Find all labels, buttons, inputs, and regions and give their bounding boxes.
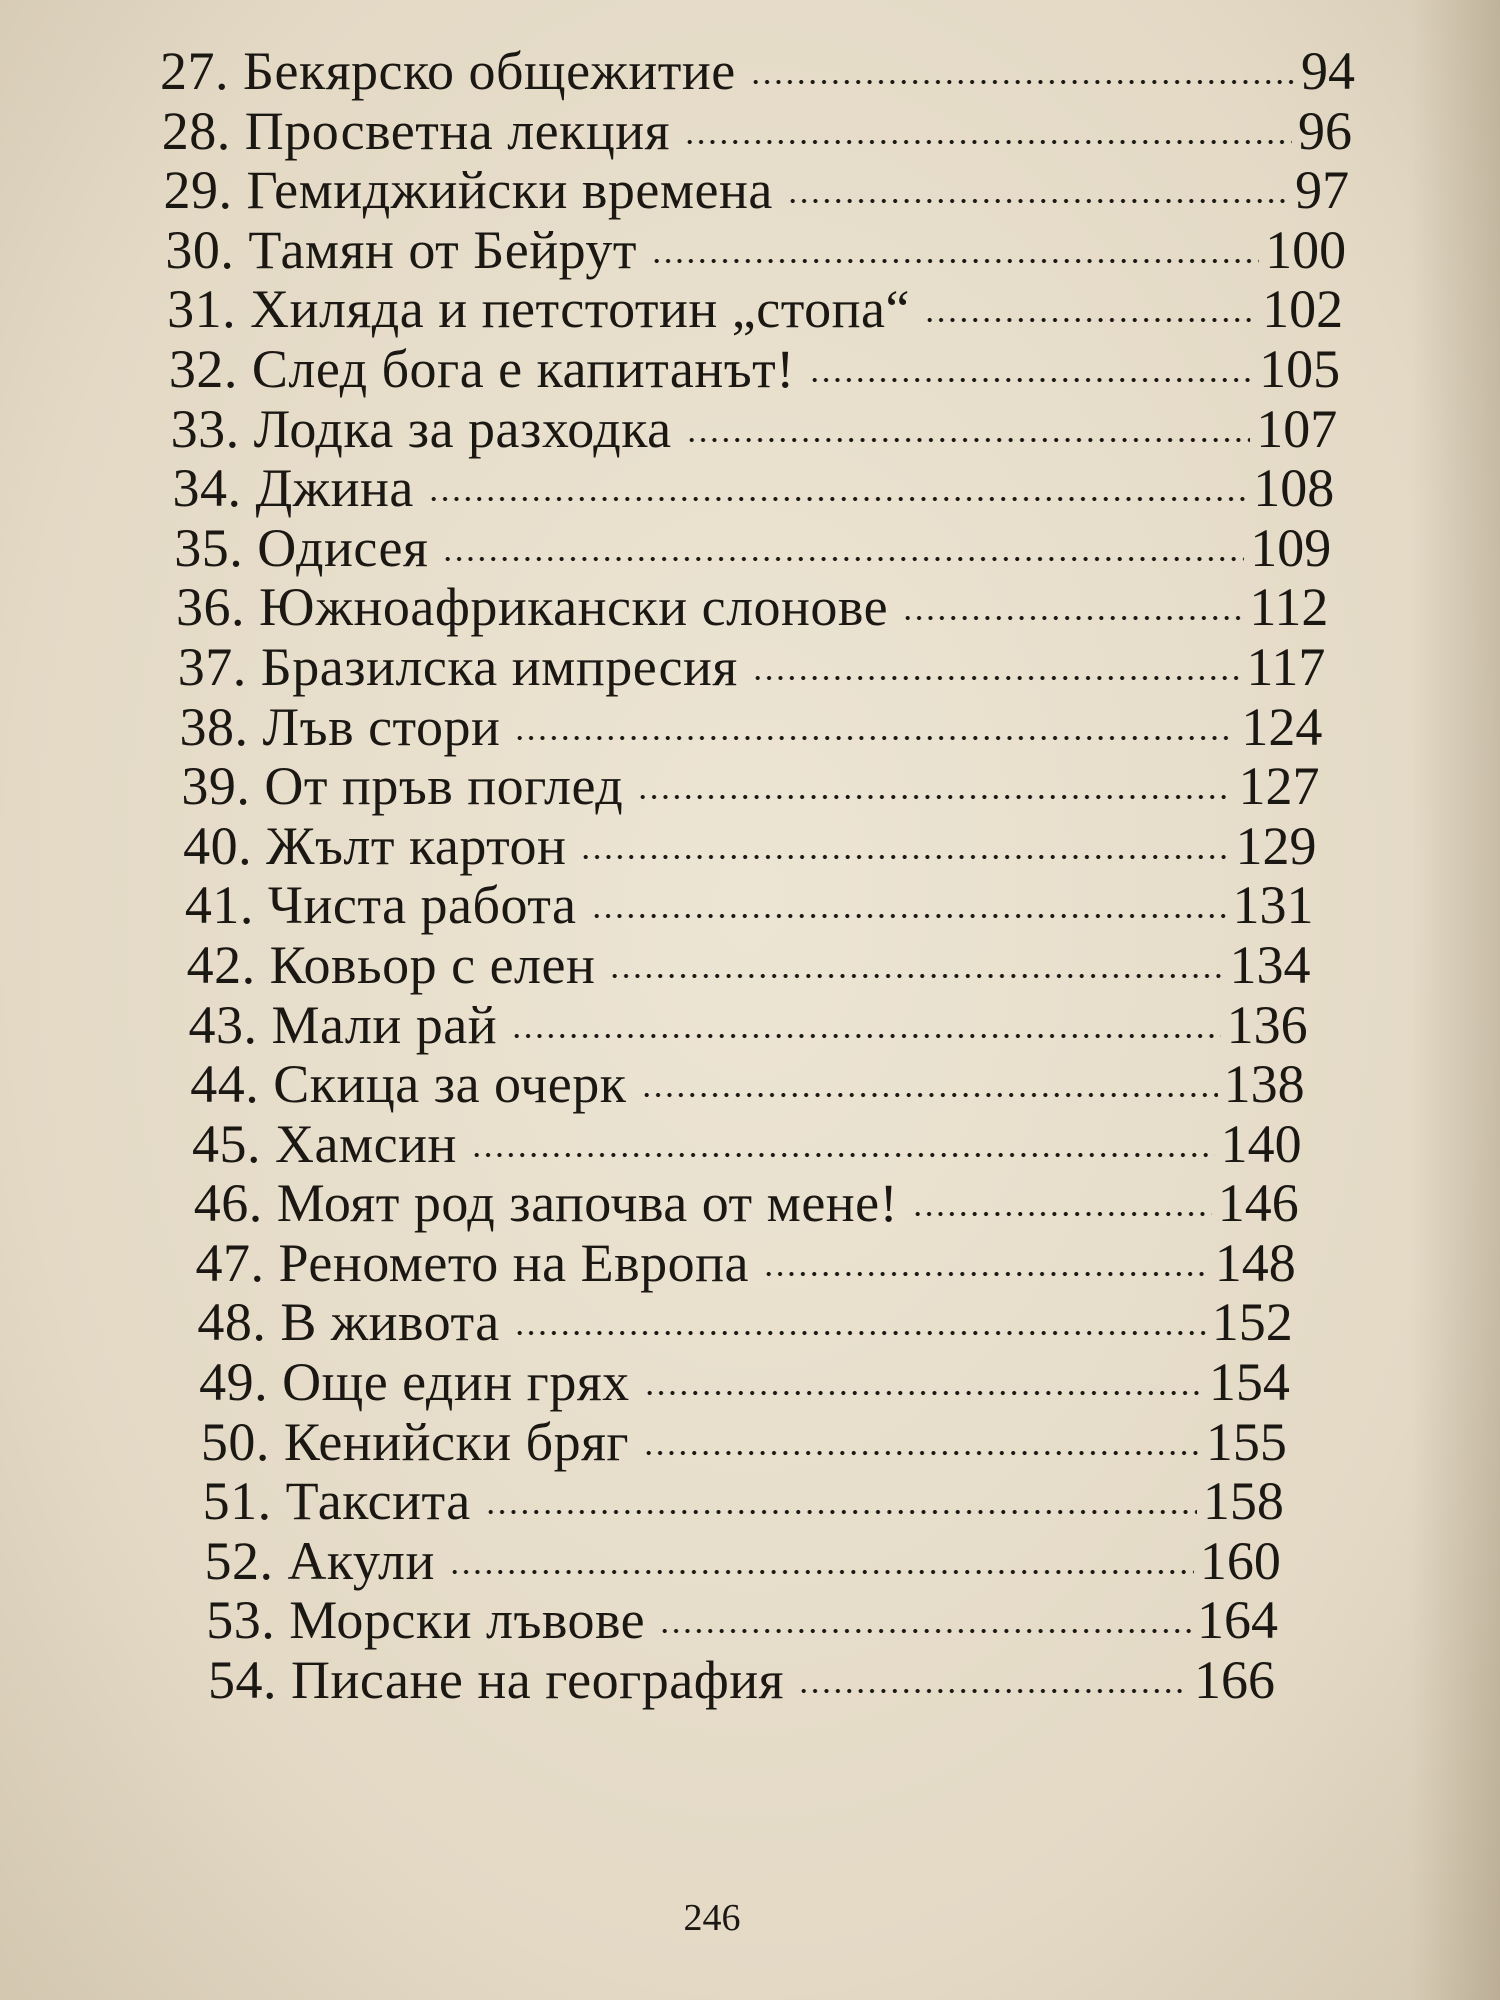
dot-leader <box>798 1686 1188 1696</box>
toc-entry <box>0 280 1343 340</box>
toc-entry <box>0 1055 1305 1115</box>
toc-entry-title: 30. Тамян от Бейрут <box>165 219 637 280</box>
toc-entry-title: 41. Чиста работа <box>184 875 577 936</box>
toc-entry <box>0 578 1328 638</box>
toc-entry-title: 36. Южноафрикански слонове <box>176 577 889 638</box>
toc-entry <box>0 1532 1281 1592</box>
toc-entry <box>0 698 1322 758</box>
dot-leader <box>591 911 1227 921</box>
toc-entry-page: 148 <box>1214 1232 1296 1293</box>
toc-entry-page: 109 <box>1250 517 1332 578</box>
toc-entry-title: 53. Морски лъвове <box>206 1590 646 1651</box>
toc-entry <box>0 459 1334 519</box>
toc-entry <box>0 876 1314 936</box>
toc-entry-page: 94 <box>1301 41 1355 101</box>
toc-entry-title: 39. От пръв поглед <box>181 756 624 817</box>
table-of-contents <box>0 42 1500 1711</box>
toc-entry-page: 160 <box>1199 1530 1281 1591</box>
dot-leader <box>644 1388 1203 1398</box>
toc-entry <box>0 1591 1278 1651</box>
toc-entry-title: 51. Таксита <box>202 1471 471 1532</box>
dot-leader <box>511 1031 1220 1041</box>
toc-entry-page: 102 <box>1262 279 1344 340</box>
toc-entry <box>0 1472 1284 1532</box>
toc-entry-title: 27. Бекярско общежитие <box>160 41 736 101</box>
toc-entry-title: 47. Реномето на Европа <box>195 1232 749 1293</box>
toc-entry-title: 49. Още един грях <box>199 1352 630 1413</box>
toc-entry-title: 29. Гемиджийски времена <box>163 160 773 221</box>
toc-entry <box>0 1353 1290 1413</box>
dot-leader <box>449 1567 1194 1577</box>
toc-entry <box>0 1413 1287 1473</box>
dot-leader <box>787 196 1289 206</box>
dot-leader <box>485 1507 1197 1517</box>
toc-entry-title: 44. Скица за очерк <box>190 1054 627 1115</box>
toc-entry-page: 136 <box>1226 994 1308 1055</box>
toc-entry <box>0 400 1337 460</box>
toc-entry-page: 134 <box>1229 934 1311 995</box>
dot-leader <box>763 1269 1209 1279</box>
toc-entry-title: 40. Жълт картон <box>183 815 567 876</box>
toc-entry-title: 45. Хамсин <box>192 1113 457 1174</box>
dot-leader <box>752 673 1241 683</box>
toc-entry <box>0 221 1346 281</box>
toc-entry-title: 28. Просветна лекция <box>161 100 670 161</box>
toc-entry-page: 164 <box>1196 1590 1278 1651</box>
dot-leader <box>659 1626 1191 1636</box>
toc-entry <box>0 340 1340 400</box>
toc-entry <box>0 42 1355 102</box>
dot-leader <box>750 77 1295 87</box>
dot-leader <box>912 1209 1212 1219</box>
toc-entry <box>0 817 1316 877</box>
toc-entry-page: 152 <box>1211 1292 1293 1353</box>
dot-leader <box>641 1090 1218 1100</box>
dot-leader <box>643 1448 1200 1458</box>
page-number: 246 <box>683 1897 741 1939</box>
toc-entry <box>0 1234 1296 1294</box>
dot-leader <box>471 1150 1215 1160</box>
dot-leader <box>514 1328 1206 1338</box>
dot-leader <box>924 315 1256 325</box>
dot-leader <box>428 494 1247 504</box>
toc-entry-page: 100 <box>1265 219 1347 280</box>
toc-entry-title: 46. Моят род започва от мене! <box>193 1173 899 1234</box>
toc-entry-title: 34. Джина <box>172 458 414 519</box>
toc-entry <box>0 996 1308 1056</box>
toc-entry <box>0 936 1311 996</box>
toc-entry-title: 33. Лодка за разходка <box>170 398 672 459</box>
toc-entry-title: 54. Писане на география <box>208 1650 784 1711</box>
dot-leader <box>684 137 1292 147</box>
toc-entry-page: 166 <box>1194 1650 1275 1711</box>
dot-leader <box>686 435 1251 445</box>
toc-entry-page: 112 <box>1249 577 1329 638</box>
toc-entry-page: 97 <box>1295 160 1350 221</box>
dot-leader <box>902 613 1243 623</box>
dot-leader <box>442 554 1244 564</box>
toc-entry-page: 107 <box>1256 398 1338 459</box>
dot-leader <box>609 971 1223 981</box>
toc-entry-title: 42. Ковьор с елен <box>186 934 596 995</box>
toc-entry-title: 31. Хиляда и петстотин „стопа“ <box>167 279 910 340</box>
toc-entry <box>0 1293 1293 1353</box>
toc-entry-page: 146 <box>1217 1173 1299 1234</box>
toc-entry <box>0 757 1319 817</box>
toc-entry <box>0 519 1331 579</box>
toc-entry-page: 129 <box>1235 815 1317 876</box>
toc-entry-page: 155 <box>1205 1411 1287 1472</box>
toc-entry-page: 158 <box>1202 1471 1284 1532</box>
toc-entry-page: 117 <box>1246 636 1326 697</box>
toc-entry <box>0 1651 1275 1711</box>
toc-entry-title: 50. Кенийски бряг <box>200 1411 630 1472</box>
toc-entry <box>0 1174 1299 1234</box>
toc-entry <box>0 161 1349 221</box>
toc-entry-title: 52. Акули <box>204 1530 435 1591</box>
toc-entry <box>0 102 1352 162</box>
toc-entry-page: 108 <box>1253 458 1335 519</box>
dot-leader <box>809 375 1253 385</box>
toc-entry-page: 127 <box>1238 756 1320 817</box>
toc-entry-title: 37. Бразилска импресия <box>177 636 738 697</box>
toc-entry-page: 138 <box>1223 1054 1305 1115</box>
toc-entry-page: 154 <box>1208 1352 1290 1413</box>
toc-entry-title: 48. В живота <box>197 1292 500 1353</box>
dot-leader <box>514 733 1235 743</box>
dot-leader <box>580 852 1229 862</box>
dot-leader <box>637 792 1232 802</box>
toc-entry-page: 140 <box>1220 1113 1302 1174</box>
dot-leader <box>651 256 1259 266</box>
toc-entry-page: 105 <box>1259 338 1341 399</box>
toc-entry <box>0 638 1325 698</box>
toc-entry-title: 32. След бога е капитанът! <box>168 338 795 399</box>
toc-entry-page: 124 <box>1241 696 1323 757</box>
toc-entry-title: 43. Мали рай <box>188 994 498 1055</box>
toc-entry <box>0 1115 1302 1175</box>
toc-entry-title: 35. Одисея <box>174 517 429 578</box>
toc-entry-page: 131 <box>1232 875 1314 936</box>
toc-entry-page: 96 <box>1298 100 1353 161</box>
toc-entry-title: 38. Лъв стори <box>179 696 501 757</box>
